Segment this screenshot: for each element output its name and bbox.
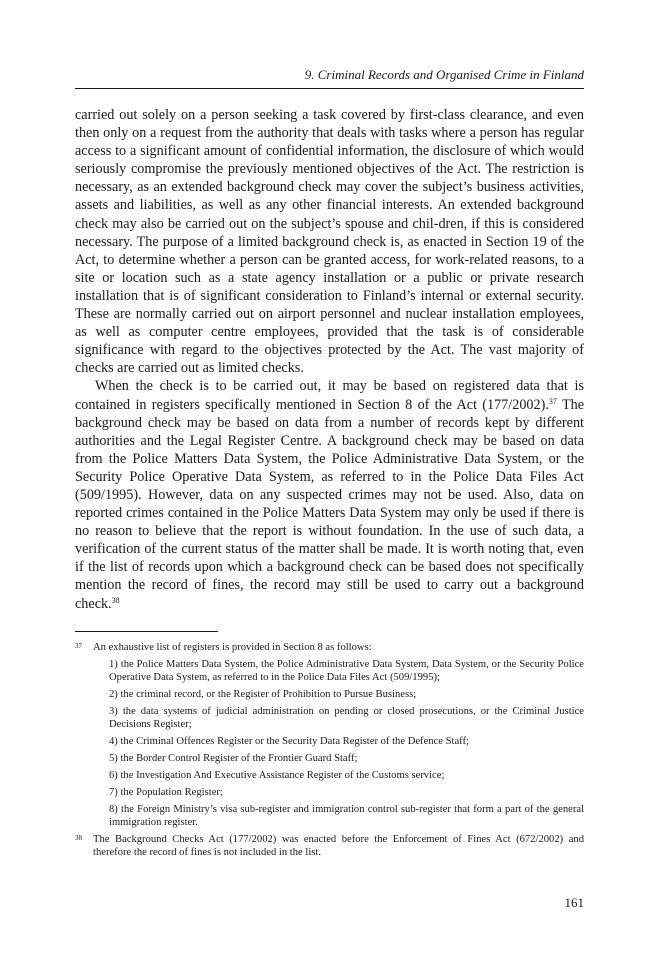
register-list-item: 1) the Police Matters Data System, the Police Administrative Data System, Data System, or the Security Police Operative Data System, as referred to in the Police Data Files Act (509/1995);: [109, 659, 584, 683]
footnote-37-mark: 37: [75, 642, 82, 650]
register-list-item: 5) the Border Control Register of the Frontier Guard Staff;: [109, 753, 358, 764]
register-list: [109, 658, 584, 829]
paragraph-2-part-1: When the check is to be carried out, it may be based on registered data that is contained in registers specifically mentioned in Section 8 of the Act (177/2002).: [75, 378, 584, 413]
paragraph-2: [75, 377, 584, 612]
footnote-38-text: The Background Checks Act (177/2002) was enacted before the Enforcement of Fines Act (672/2002) and therefore the record of fines is not included in the list.: [93, 834, 584, 858]
register-list-item: 8) the Foreign Ministry’s visa sub-register and immigration control sub-register that form a part of the general immigration register.: [109, 804, 584, 828]
paragraph-1: carried out solely on a person seeking a task covered by first-class clearance, and even then only on a request from the authority that deals with tasks where a person has regular access to a significant amount of confidential information, the disclosure of which would seriously compromise the previously mentioned objectives of the Act. The restriction is necessary, as an extended background check may cover the subject’s business activities, assets and liabilities, as well as any other financial interests. An extended background check may also be carried out on the subject’s spouse and chil-dren, if this is considered necessary. The purpose of a limited background check is, as enacted in Section 19 of the Act, to determine whether a person can be granted access, for work-related reasons, to a site or location such as a state agency installation or a public or private research installation that is of significant consideration to Finland’s internal or external security. These are normally carried out on airport personnel and nuclear installation employees, as well as computer centre employees, provided that the task is of considerable significance with regard to the objectives protected by the Act. The vast majority of checks are carried out as limited checks.: [75, 107, 584, 377]
header-rule: [75, 88, 584, 89]
register-list-item: 4) the Criminal Offences Register or the Security Data Register of the Defence Staff;: [109, 736, 469, 747]
body-text: [75, 106, 584, 613]
register-list-item: 7) the Population Register;: [109, 787, 223, 798]
footnote-37-intro: An exhaustive list of registers is provided in Section 8 as follows:: [93, 642, 372, 653]
footnote-38-mark: 38: [75, 834, 82, 842]
footnote-ref-37[interactable]: 37: [548, 396, 557, 406]
page-number: 161: [564, 895, 584, 910]
footnote-38: [75, 833, 584, 859]
footnotes: [75, 641, 584, 859]
footnote-37: [75, 641, 584, 829]
footnote-rule: [75, 631, 218, 632]
register-list-item: 2) the criminal record, or the Register of Prohibition to Pursue Business;: [109, 689, 417, 700]
running-head: 9. Criminal Records and Organised Crime in Finland: [304, 67, 584, 82]
footnote-ref-38[interactable]: 38: [111, 595, 120, 605]
register-list-item: 3) the data systems of judicial administration on pending or closed prosecutions, or the Criminal Justice Decisions Register;: [109, 706, 584, 730]
register-list-item: 6) the Investigation And Executive Assistance Register of the Customs service;: [109, 770, 445, 781]
paragraph-2-part-2: The background check may be based on data from a number of records kept by different authorities and the Legal Register Centre. A background check may be based on data from the Police Matters Data System, the Police Administrative Data System, or the Security Police Operative Data System, as referred to in the Police Data Files Act (509/1995). However, data on any suspected crimes may not be used. Also, data on reported crimes contained in the Police Matters Data System may only be used if there is no reason to believe that the report is without foundation. In the use of such data, a verification of the current status of the matter shall be made. It is worth noting that, even if the list of records upon which a background check can be based does not specifically mention the record of fines, the record may still be used to carry out a background check.: [75, 396, 585, 612]
